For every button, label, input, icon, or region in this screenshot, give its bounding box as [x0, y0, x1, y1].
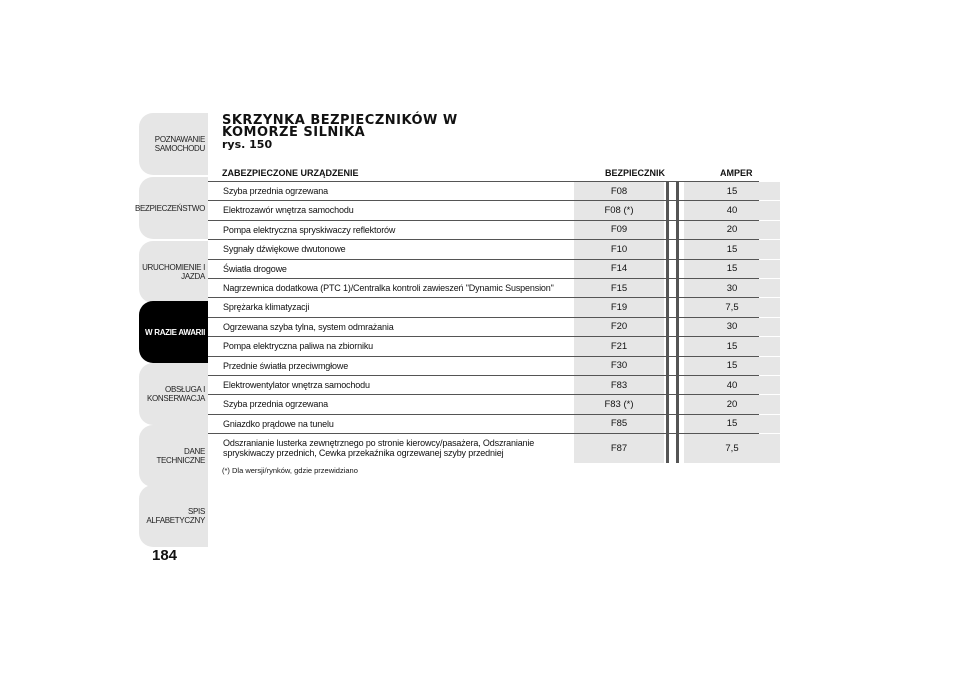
row-device: Nagrzewnica dodatkowa (PTC 1)/Centralka kontroli zawieszeń "Dynamic Suspension"	[223, 282, 554, 293]
row-fuse: F19	[574, 298, 664, 316]
row-device: Pompa elektryczna spryskiwaczy reflektorów	[223, 224, 396, 235]
table-row	[208, 181, 759, 200]
table-row	[208, 297, 759, 316]
row-fuse: F09	[574, 221, 664, 239]
row-amp: 40	[684, 201, 780, 219]
row-fuse: F10	[574, 240, 664, 258]
row-amp: 15	[684, 182, 780, 200]
row-amp: 7,5	[684, 298, 780, 316]
row-fuse: F30	[574, 357, 664, 375]
row-amp: 20	[684, 221, 780, 239]
row-amp: 30	[684, 279, 780, 297]
tab-w-razie-awarii[interactable]: W RAZIE AWARII	[139, 301, 208, 363]
row-device: Sprężarka klimatyzacji	[223, 302, 310, 313]
header-fuse: BEZPIECZNIK	[605, 168, 666, 178]
row-fuse: F83	[574, 376, 664, 394]
header-device: ZABEZPIECZONE URZĄDZENIE	[222, 168, 359, 178]
row-amp: 20	[684, 395, 780, 413]
table-row	[208, 317, 759, 336]
table-row	[208, 220, 759, 239]
row-device: Szyba przednia ogrzewana	[223, 399, 328, 410]
table-row	[208, 200, 759, 219]
tab-uruchomienie-i-jazda[interactable]: URUCHOMIENIE I JAZDA	[139, 241, 208, 303]
tab-bezpieczenstwo[interactable]: BEZPIECZEŃSTWO	[139, 177, 208, 239]
page-content	[222, 113, 753, 475]
row-fuse: F08 (*)	[574, 201, 664, 219]
table-row	[208, 394, 759, 413]
fuse-table	[208, 181, 759, 463]
row-amp: 7,5	[684, 434, 780, 463]
row-device: Pompa elektryczna paliwa na zbiorniku	[223, 341, 374, 352]
row-amp: 40	[684, 376, 780, 394]
table-row	[208, 375, 759, 394]
row-device: Elektrowentylator wnętrza samochodu	[223, 379, 370, 390]
table-row	[208, 239, 759, 258]
row-fuse: F85	[574, 415, 664, 433]
row-amp: 15	[684, 337, 780, 355]
tab-obsluga-i-konserwacja[interactable]: OBSŁUGA I KONSERWACJA	[139, 363, 208, 425]
footnote: (*) Dla wersji/rynków, gdzie przewidziano	[222, 466, 358, 475]
tab-poznawanie-samochodu[interactable]: POZNAWANIE SAMOCHODU	[139, 113, 208, 175]
table-header	[222, 166, 758, 180]
row-device: Szyba przednia ogrzewana	[223, 186, 328, 196]
row-amp: 15	[684, 260, 780, 278]
header-amp: AMPER	[720, 168, 753, 178]
table-row	[208, 356, 759, 375]
row-amp: 15	[684, 415, 780, 433]
row-device: Sygnały dźwiękowe dwutonowe	[223, 244, 346, 255]
row-fuse: F21	[574, 337, 664, 355]
table-row	[208, 259, 759, 278]
row-amp: 15	[684, 240, 780, 258]
row-device: Przednie światła przeciwmgłowe	[223, 360, 349, 371]
row-device: Gniazdko prądowe na tunelu	[223, 418, 334, 429]
table-row	[208, 433, 759, 463]
tab-dane-techniczne[interactable]: DANE TECHNICZNE	[139, 425, 208, 487]
table-row	[208, 336, 759, 355]
figure-reference: rys. 150	[222, 138, 273, 151]
row-device: Elektrozawór wnętrza samochodu	[223, 205, 354, 216]
section-title-line1: SKRZYNKA BEZPIECZNIKÓW W	[222, 113, 458, 128]
row-fuse: F87	[574, 434, 664, 463]
row-fuse: F83 (*)	[574, 395, 664, 413]
row-device: Ogrzewana szyba tylna, system odmrażania	[223, 321, 394, 332]
row-device: Odszranianie lusterka zewnętrznego po stronie kierowcy/pasażera, Odszranianie spryskiwaczy przednich, Cewka przekaźnika ogrzewanej szyby przedniej	[223, 438, 535, 459]
row-amp: 30	[684, 318, 780, 336]
table-row	[208, 414, 759, 433]
row-fuse: F08	[574, 182, 664, 200]
table-row	[208, 278, 759, 297]
row-device: Światła drogowe	[223, 263, 287, 274]
page-number: 184	[152, 547, 178, 564]
row-fuse: F20	[574, 318, 664, 336]
row-amp: 15	[684, 357, 780, 375]
row-fuse: F14	[574, 260, 664, 278]
row-fuse: F15	[574, 279, 664, 297]
section-title-line2: KOMORZE SILNIKA	[222, 125, 366, 140]
tab-spis-alfabetyczny[interactable]: SPIS ALFABETYCZNY	[139, 485, 208, 547]
